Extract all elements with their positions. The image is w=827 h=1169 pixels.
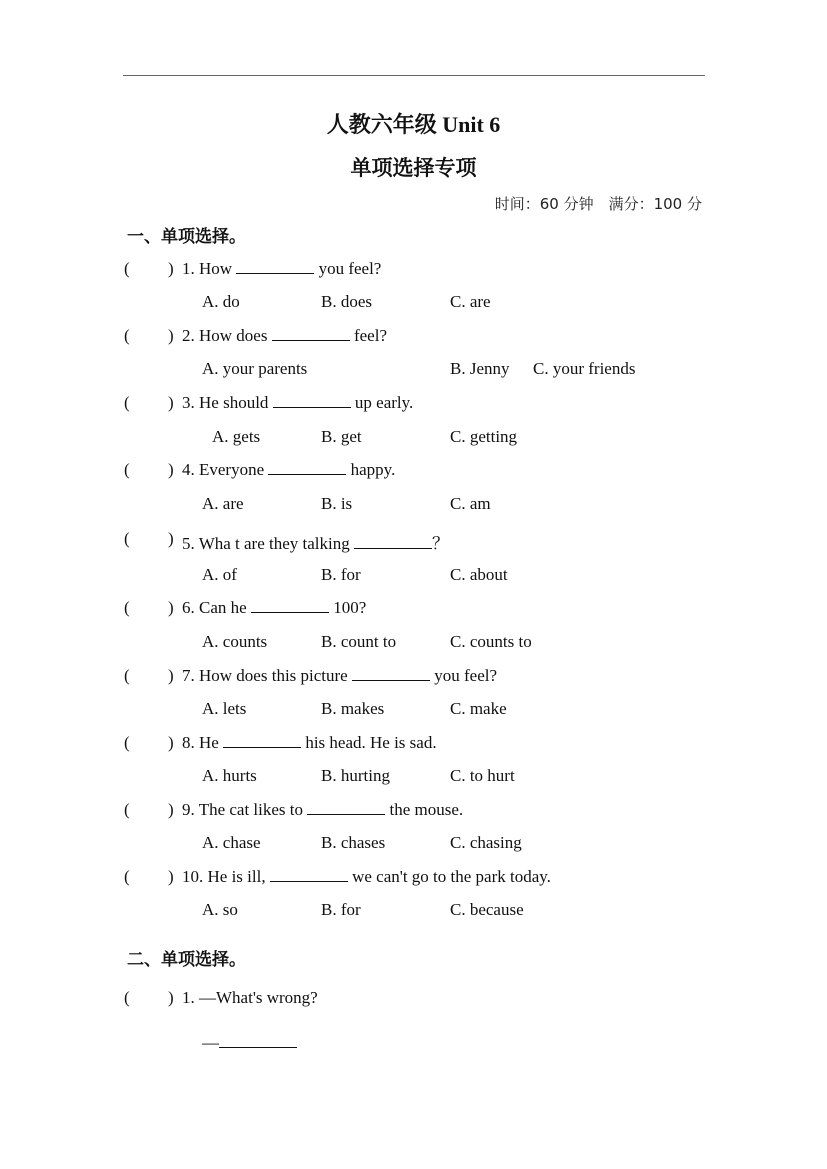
option-a[interactable]: A. chase — [202, 833, 261, 852]
header-rule — [123, 75, 705, 76]
question-text: 2. How does — [182, 326, 272, 345]
options-5 — [0, 565, 827, 591]
option-a[interactable]: A. gets — [212, 427, 261, 446]
answer-paren-open[interactable]: ( — [124, 529, 130, 548]
option-b[interactable]: B. makes — [321, 699, 385, 718]
answer-paren-open[interactable]: ( — [124, 598, 130, 617]
question-4 — [0, 460, 827, 486]
option-a[interactable]: A. lets — [202, 699, 247, 718]
answer-paren-open[interactable]: ( — [124, 666, 130, 685]
answer-paren-close: ) — [168, 529, 174, 548]
answer-paren-close: ) — [168, 259, 174, 278]
answer-paren-close: ) — [168, 800, 174, 819]
time-info: 时间：60 分钟 满分：100 分 — [494, 195, 702, 213]
question-1 — [0, 259, 827, 285]
question-text-end: happy. — [346, 460, 396, 479]
question-text: 9. The cat likes to — [182, 800, 308, 819]
question-7 — [0, 666, 827, 692]
options-3 — [0, 427, 827, 453]
option-b[interactable]: B. for — [321, 900, 361, 919]
option-c[interactable]: C. chasing — [450, 833, 522, 852]
answer-paren-open[interactable]: ( — [124, 460, 130, 479]
answer-paren-open[interactable]: ( — [124, 326, 130, 345]
question-2 — [0, 326, 827, 352]
question-6 — [0, 598, 827, 624]
question-10 — [0, 867, 827, 893]
section-1-heading: 一、单项选择。 — [127, 227, 246, 247]
option-c[interactable]: C. about — [450, 565, 508, 584]
question-9 — [0, 800, 827, 826]
option-a[interactable]: A. are — [202, 494, 244, 513]
question-text-end: 100? — [328, 598, 367, 617]
option-b[interactable]: B. get — [321, 427, 362, 446]
option-b[interactable]: B. does — [321, 292, 372, 311]
question-text-end: his head. He is sad. — [301, 733, 437, 752]
question-3 — [0, 393, 827, 419]
question-text-end: feel? — [349, 326, 387, 345]
page-subtitle: 单项选择专项 — [350, 156, 477, 180]
option-b[interactable]: B. hurting — [321, 766, 390, 785]
question-text: 7. How does this picture — [182, 666, 352, 685]
options-8 — [0, 766, 827, 792]
option-b[interactable]: B. for — [321, 565, 361, 584]
answer-blank[interactable] — [268, 460, 346, 475]
answer-paren-close: ) — [168, 598, 174, 617]
options-10 — [0, 900, 827, 926]
answer-blank[interactable] — [219, 1033, 297, 1048]
options-6 — [0, 632, 827, 658]
dash-prefix: — — [202, 1033, 219, 1052]
question-text-end: you feel? — [429, 666, 498, 685]
options-4 — [0, 494, 827, 520]
option-a[interactable]: A. do — [202, 292, 240, 311]
question-text-end: ？ — [432, 534, 449, 553]
answer-paren-open[interactable]: ( — [124, 733, 130, 752]
answer-paren-close: ) — [168, 867, 174, 886]
section-2-question-1 — [0, 988, 827, 1014]
answer-paren-open[interactable]: ( — [124, 393, 130, 412]
options-7 — [0, 699, 827, 725]
option-b[interactable]: B. is — [321, 494, 353, 513]
option-c[interactable]: C. counts to — [450, 632, 532, 651]
answer-paren-open[interactable]: ( — [124, 867, 130, 886]
option-a[interactable]: A. hurts — [202, 766, 257, 785]
option-c[interactable]: C. am — [450, 494, 491, 513]
option-a[interactable]: A. counts — [202, 632, 268, 651]
option-c[interactable]: C. make — [450, 699, 507, 718]
question-text: 1. —What's wrong? — [182, 988, 318, 1007]
answer-paren-close: ) — [168, 666, 174, 685]
options-2 — [0, 359, 827, 385]
answer-blank[interactable] — [236, 259, 314, 274]
question-text: 6. Can he — [182, 598, 251, 617]
answer-blank[interactable] — [273, 393, 351, 408]
answer-blank[interactable] — [354, 534, 432, 549]
answer-paren-close: ) — [168, 733, 174, 752]
question-text-end: the mouse. — [385, 800, 464, 819]
option-b[interactable]: B. chases — [321, 833, 386, 852]
answer-paren-open[interactable]: ( — [124, 800, 130, 819]
answer-blank[interactable] — [272, 326, 350, 341]
answer-paren-close: ) — [168, 326, 174, 345]
question-text: 4. Everyone — [182, 460, 269, 479]
question-text: 10. He is ill, — [182, 867, 270, 886]
answer-paren-open[interactable]: ( — [124, 988, 130, 1007]
question-text: 5. Wha t are they talking — [182, 534, 354, 553]
question-text: 3. He should — [182, 393, 273, 412]
answer-blank[interactable] — [251, 598, 329, 613]
question-text-end: you feel? — [314, 259, 382, 278]
option-a[interactable]: A. so — [202, 900, 238, 919]
option-c[interactable]: C. because — [450, 900, 524, 919]
options-9 — [0, 833, 827, 859]
option-b[interactable]: B. count to — [321, 632, 397, 651]
section-2-heading: 二、单项选择。 — [127, 950, 246, 970]
option-b[interactable]: B. Jenny — [450, 359, 510, 378]
option-a[interactable]: A. your parents — [202, 359, 308, 378]
answer-blank[interactable] — [352, 666, 430, 681]
option-c[interactable]: C. your friends — [533, 359, 636, 378]
option-c[interactable]: C. are — [450, 292, 491, 311]
page-title: 人教六年级 Unit 6 — [326, 112, 501, 137]
answer-paren-open[interactable]: ( — [124, 259, 130, 278]
option-c[interactable]: C. to hurt — [450, 766, 515, 785]
answer-paren-close: ) — [168, 988, 174, 1007]
question-text: 1. How — [182, 259, 237, 278]
answer-blank[interactable] — [307, 800, 385, 815]
question-text-end: we can't go to the park today. — [347, 867, 551, 886]
answer-paren-close: ) — [168, 393, 174, 412]
question-8 — [0, 733, 827, 759]
question-text-end: up early. — [350, 393, 414, 412]
question-5 — [0, 529, 827, 555]
answer-blank[interactable] — [223, 733, 301, 748]
option-a[interactable]: A. of — [202, 565, 237, 584]
question-text: 8. He — [182, 733, 224, 752]
options-1 — [0, 292, 827, 318]
answer-paren-close: ) — [168, 460, 174, 479]
section-2-answer-line — [0, 1033, 827, 1059]
option-c[interactable]: C. getting — [450, 427, 518, 446]
answer-blank[interactable] — [270, 867, 348, 882]
